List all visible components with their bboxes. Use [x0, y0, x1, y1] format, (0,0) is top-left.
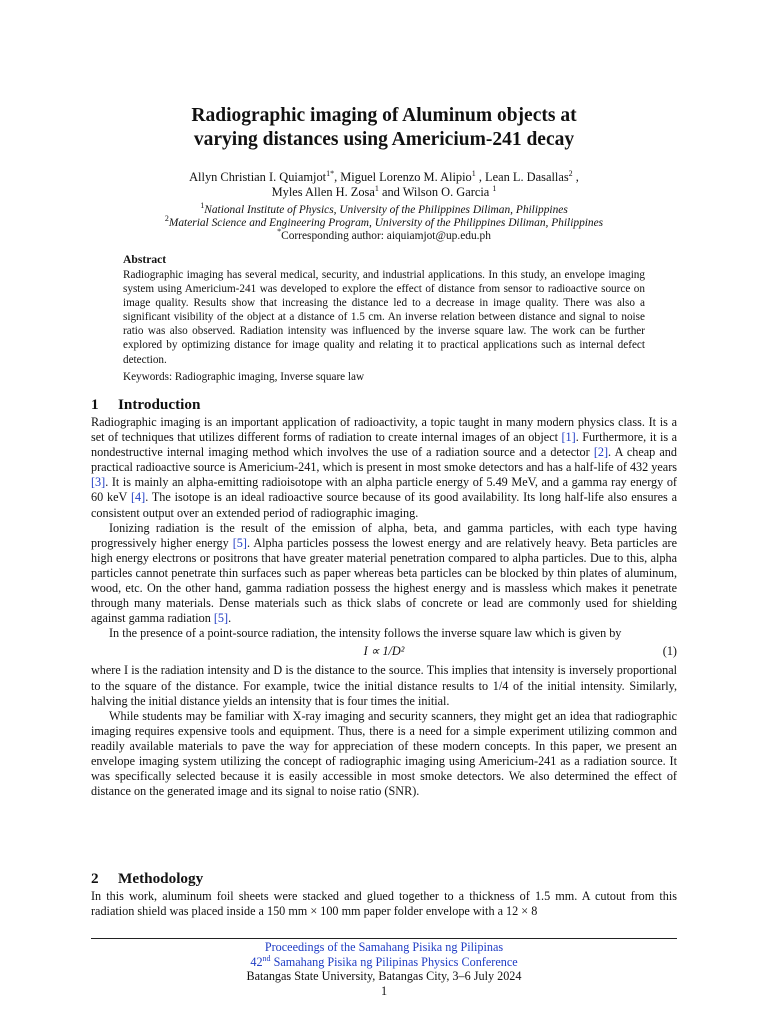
section-title: Methodology	[118, 870, 204, 887]
title-line-1: Radiographic imaging of Aluminum objects at	[191, 105, 577, 126]
keywords: Keywords: Radiographic imaging, Inverse square law	[123, 371, 365, 383]
corresponding-author: *Corresponding author: aiquiamjot@up.edu.ph	[277, 227, 491, 242]
section-heading-introduction	[91, 396, 200, 414]
citation-link[interactable]: [2]	[593, 445, 609, 460]
methodology-body	[91, 889, 677, 919]
equation-number: (1)	[662, 644, 677, 659]
author-line-2	[92, 185, 676, 200]
author-affil-mark: 1	[471, 168, 476, 178]
author-affil-mark: 1	[492, 183, 497, 193]
paragraph: In this work, aluminum foil sheets were stacked and glued together to a thickness of 1.5 mm. A cutout from this radiation shield was placed inside a 150 mm × 100 mm paper folder envelope with a 12 × 8	[91, 889, 677, 919]
affiliation-1: $^1$National Institute of Physics, University of the Philippines Diliman, Philippines	[200, 201, 568, 216]
author-name: and Wilson O. Garcia	[378, 185, 493, 199]
citation-link[interactable]: [1]	[561, 430, 576, 445]
title-line-2: varying distances using Americium-241 decay	[193, 129, 575, 150]
affiliations	[92, 201, 676, 243]
conference-link[interactable]: 42nd Samahang Pisika ng Pilipinas Physics Conference	[250, 953, 518, 969]
paragraph: where I is the radiation intensity and D is the distance to the source. This implies that intensity is inversely proportional to the square of the distance. For example, twice the initial distance results to 1/4 of the initial intensity. Similarly, halving the initial distance yields an intensity that is four times the initial.	[91, 663, 677, 708]
citation-link[interactable]: [3]	[91, 475, 106, 490]
footer-divider	[91, 938, 677, 939]
page-footer	[91, 940, 677, 998]
equation-1	[91, 641, 677, 663]
paragraph: While students may be familiar with X-ray imaging and security scanners, they might get an idea that radiographic imaging requires expensive tools and equipment. Thus, there is a need for a simple experiment utilizing common and readily available materials to pave the way for appreciation of these modern concepts. In this paper, we present an envelope imaging system utilizing the concept of radiographic imaging using Americium-241 as a radiation source. It was specifically selected because it is easily accessible in most smoke detectors. We also determined the effect of distance on the generated image and its signal to noise ratio (SNR).	[91, 708, 677, 799]
venue-line: Batangas State University, Batangas City, 3–6 July 2024	[246, 969, 522, 983]
paper-title	[92, 104, 676, 152]
section-heading-methodology	[91, 870, 203, 888]
equation-expression: I ∝ 1/D²	[363, 644, 405, 659]
paragraph: Radiographic imaging is an important application of radioactivity, a topic taught in many modern physics class. It is a set of techniques that utilizes different forms of radiation to create internal images of an object [1]. Furthermore, it is a nondestructive internal imaging method which involves the use of a radiation source and a detector [2]. A cheap and practical radioactive source is Americium-241, which is present in most smoke detectors and has a half-life of 432 years [3]. It is mainly an alpha-emitting radioisotope with an alpha particle energy of 5.49 MeV, and a gamma ray energy of 60 keV [4]. The isotope is an ideal radioactive source because of its good availability. Its long half-life also ensures a consistent output over an extended period of radiographic imaging.	[91, 415, 677, 520]
author-list	[92, 170, 676, 200]
citation-link[interactable]: [4]	[130, 490, 146, 505]
paragraph: Ionizing radiation is the result of the emission of alpha, beta, and gamma particles, with each type having progressively higher energy [5]. Alpha particles possess the lowest energy and are relatively heavy. Beta particles are high energy electrons or positrons that have greater material penetration compared to alpha particles. Due to this, alpha particles cannot penetrate thin surfaces such as paper whereas beta particles can be blocked by thin plates of aluminum, wood, etc. On the other hand, gamma radiation possess the highest energy and is massless which makes it penetrate through many materials. Dense materials such as thick slabs of concrete or lead are commonly used for shielding against gamma radiation [5].	[91, 520, 677, 626]
introduction-body	[91, 415, 677, 799]
citation-link[interactable]: [5]	[232, 535, 247, 550]
section-number: 1	[91, 396, 99, 413]
author-affil-mark: 1	[374, 183, 379, 193]
author-name: , Lean L. Dasallas	[475, 170, 569, 184]
abstract-text: Radiographic imaging has several medical, security, and industrial applications. In this study, an envelope imaging system using Americium-241 was developed to explore the effect of distance from sensor to radioactive source on image quality. Results show that increasing the distance led to a decrease in image quality. There was also a significant visibility of the object at a distance of 1.5 cm. An inverse relation between distance and signal to noise ratio was also observed. Radiation intensity was influenced by the inverse square law. The work can be further explored by optimizing distance for image quality and relating it to practical applications such as internal defect detection.	[123, 269, 645, 366]
author-separator: ,	[572, 170, 579, 184]
section-number: 2	[91, 870, 99, 887]
citation-link[interactable]: [5]	[213, 611, 229, 626]
author-name: Allyn Christian I. Quiamjot	[189, 170, 327, 184]
author-name: , Miguel Lorenzo M. Alipio	[334, 170, 472, 184]
paragraph: In the presence of a point-source radiation, the intensity follows the inverse square law which is given by	[109, 626, 622, 641]
author-affil-mark: 1*	[326, 168, 335, 178]
author-line-1	[92, 170, 676, 185]
author-affil-mark: 2	[568, 168, 573, 178]
proceedings-link[interactable]: Proceedings of the Samahang Pisika ng Pilipinas	[264, 940, 504, 954]
abstract-heading: Abstract	[123, 253, 167, 266]
author-name: Myles Allen H. Zosa	[271, 185, 375, 199]
affiliation-2: $^2$Material Science and Engineering Program, University of the Philippines Diliman, Philippines	[164, 214, 604, 229]
section-title: Introduction	[118, 396, 201, 413]
page-number: 1	[380, 983, 388, 998]
